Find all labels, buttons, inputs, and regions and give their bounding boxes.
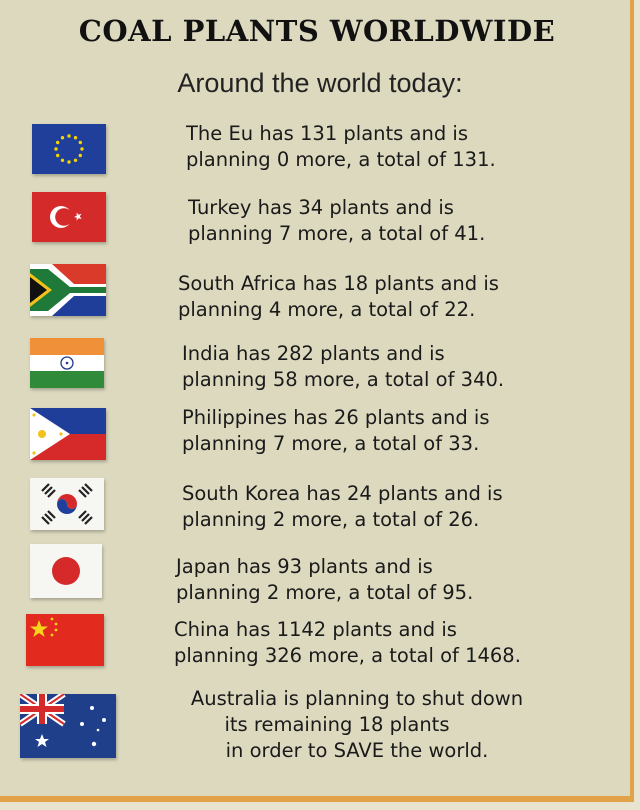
row-south-africa [178, 271, 499, 323]
philippines-flag-icon [30, 408, 106, 460]
row-line: planning 4 more, a total of 22. [178, 298, 476, 321]
eu-flag-icon [32, 124, 106, 174]
row-line: China has 1142 plants and is [174, 618, 457, 641]
row-line: in order to SAVE the world. [225, 739, 489, 762]
south-africa-flag-icon [30, 264, 106, 316]
row-line: South Africa has 18 plants and is [178, 272, 499, 295]
row-line: India has 282 plants and is [182, 342, 445, 365]
row-line: planning 2 more, a total of 26. [182, 508, 480, 531]
china-flag-icon [26, 614, 104, 666]
page-subtitle: Around the world today: [177, 68, 463, 98]
row-turkey [188, 195, 485, 247]
row-line: its remaining 18 plants [224, 713, 450, 736]
row-line: planning 326 more, a total of 1468. [174, 644, 521, 667]
row-line: planning 2 more, a total of 95. [176, 581, 474, 604]
turkey-flag-icon [32, 192, 106, 242]
row-line: planning 58 more, a total of 340. [182, 368, 505, 391]
row-eu [186, 121, 496, 173]
page-title: COAL PLANTS WORLDWIDE [78, 14, 556, 48]
india-flag-icon [30, 338, 104, 388]
row-line: Australia is planning to shut down [190, 687, 524, 710]
row-line: Philippines has 26 plants and is [182, 406, 490, 429]
row-line: planning 0 more, a total of 131. [186, 148, 496, 171]
australia-flag-icon [20, 694, 116, 758]
row-india [182, 341, 504, 393]
south-korea-flag-icon [30, 478, 104, 530]
row-line: South Korea has 24 plants and is [182, 482, 503, 505]
row-australia [172, 686, 542, 764]
row-line: planning 7 more, a total of 41. [188, 222, 486, 245]
row-south-korea [182, 481, 503, 533]
row-line: Turkey has 34 plants and is [188, 196, 454, 219]
row-line: planning 7 more, a total of 33. [182, 432, 480, 455]
row-line: Japan has 93 plants and is [176, 555, 433, 578]
japan-flag-icon [30, 544, 102, 598]
row-japan [176, 554, 473, 606]
row-philippines [182, 405, 490, 457]
row-line: The Eu has 131 plants and is [186, 122, 468, 145]
row-china [174, 617, 521, 669]
